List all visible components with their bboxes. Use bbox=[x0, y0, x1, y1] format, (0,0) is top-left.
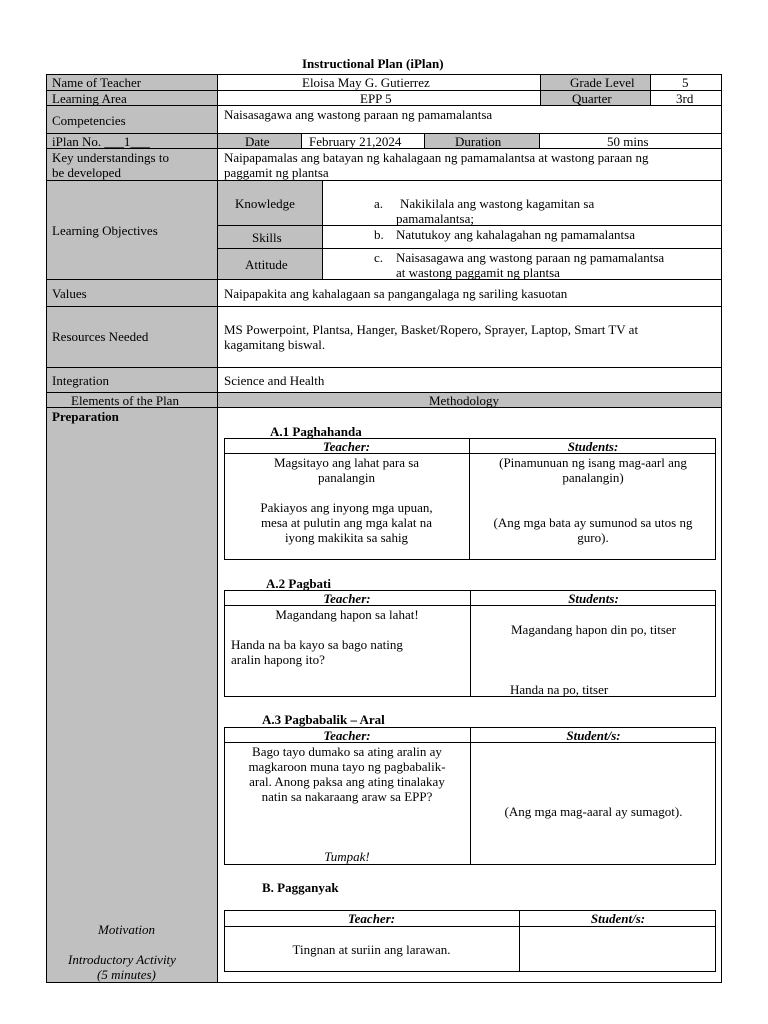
knowledge-letter: a. bbox=[374, 196, 384, 211]
grade-level-value: 5 bbox=[682, 75, 689, 90]
quarter-value: 3rd bbox=[676, 91, 694, 106]
learning-area-value: EPP 5 bbox=[360, 91, 392, 106]
resources-text-2: kagamitang biswal. bbox=[224, 337, 326, 352]
iplan-number-label: iPlan No. ___1___ bbox=[52, 134, 150, 149]
a2-heading: A.2 Pagbati bbox=[266, 576, 331, 591]
key-understandings-value-1: Naipapamalas ang batayan ng kahalagaan ng pamamalantsa at wastong paraan ng bbox=[224, 150, 649, 165]
skills-text: Natutukoy ang kahalagahan ng pamamalantsa bbox=[396, 227, 635, 242]
a3-teacher-line-1: Bago tayo dumako sa ating aralin ay bbox=[252, 744, 442, 759]
methodology-header: Methodology bbox=[429, 393, 500, 408]
key-understandings-label-1: Key understandings to bbox=[52, 150, 169, 165]
values-label: Values bbox=[52, 286, 87, 301]
b-teacher-header: Teacher: bbox=[347, 911, 396, 926]
attitude-label: Attitude bbox=[245, 257, 288, 272]
knowledge-label: Knowledge bbox=[235, 196, 295, 211]
a1-students-line-2: panalangin) bbox=[562, 470, 624, 485]
skills-letter: b. bbox=[374, 227, 384, 242]
introductory-activity-label: Introductory Activity bbox=[68, 952, 176, 967]
b-students-header: Student/s: bbox=[590, 911, 646, 926]
preparation-label: Preparation bbox=[52, 409, 119, 424]
competencies-label: Competencies bbox=[52, 113, 126, 128]
name-of-teacher-label: Name of Teacher bbox=[52, 75, 142, 90]
integration-text: Science and Health bbox=[224, 373, 325, 388]
page-title: Instructional Plan (iPlan) bbox=[302, 56, 444, 71]
a1-students-line-4: guro). bbox=[577, 530, 609, 545]
competencies-value: Naisasagawa ang wastong paraan ng pamamalantsa bbox=[224, 107, 493, 122]
date-value: February 21,2024 bbox=[309, 134, 402, 149]
skills-label: Skills bbox=[252, 230, 282, 245]
learning-objectives-label: Learning Objectives bbox=[52, 223, 158, 238]
knowledge-text-1: Nakikilala ang wastong kagamitan sa bbox=[400, 196, 595, 211]
a2-teacher-line-2: Handa na ba kayo sa bago nating bbox=[231, 637, 403, 652]
a3-teacher-line-4: natin sa nakaraang araw sa EPP? bbox=[261, 789, 433, 804]
date-label: Date bbox=[245, 134, 270, 149]
a2-teacher-line-3: aralin hapong ito? bbox=[231, 652, 325, 667]
a3-teacher-header: Teacher: bbox=[323, 728, 371, 743]
a2-students-line-2: Handa na po, titser bbox=[510, 682, 609, 697]
a1-teacher-line-2: panalangin bbox=[317, 470, 376, 485]
introductory-activity-duration: (5 minutes) bbox=[97, 967, 156, 982]
duration-label: Duration bbox=[455, 134, 502, 149]
a3-students-line-1: (Ang mga mag-aaral ay sumagot). bbox=[504, 804, 683, 819]
a1-teacher-line-3: Pakiayos ang inyong mga upuan, bbox=[260, 500, 433, 515]
a3-teacher-line-5: Tumpak! bbox=[324, 849, 370, 864]
a1-teacher-header: Teacher: bbox=[322, 439, 371, 454]
a2-students-line-1: Magandang hapon din po, titser bbox=[511, 622, 676, 637]
duration-value: 50 mins bbox=[607, 134, 649, 149]
a1-teacher-line-1: Magsitayo ang lahat para sa bbox=[273, 455, 420, 470]
attitude-text-2: at wastong paggamit ng plantsa bbox=[396, 265, 560, 280]
key-understandings-label-2: be developed bbox=[52, 165, 121, 180]
key-understandings-value-2: paggamit ng plantsa bbox=[224, 165, 329, 180]
b-heading: B. Pagganyak bbox=[262, 880, 339, 895]
attitude-letter: c. bbox=[374, 250, 384, 265]
a1-students-line-1: (Pinamunuan ng isang mag-aarl ang bbox=[499, 455, 687, 470]
attitude-text-1: Naisasagawa ang wastong paraan ng pamamalantsa bbox=[396, 250, 665, 265]
learning-area-label: Learning Area bbox=[52, 91, 127, 106]
a3-heading: A.3 Pagbabalik – Aral bbox=[262, 712, 385, 727]
quarter-label: Quarter bbox=[572, 91, 612, 106]
a1-students-line-3: (Ang mga bata ay sumunod sa utos ng bbox=[493, 515, 693, 530]
a1-teacher-line-5: iyong makikita sa sahig bbox=[284, 530, 409, 545]
resources-text-1: MS Powerpoint, Plantsa, Hanger, Basket/Ropero, Sprayer, Laptop, Smart TV at bbox=[224, 322, 639, 337]
a2-students-header: Students: bbox=[568, 591, 619, 606]
elements-of-plan-header: Elements of the Plan bbox=[71, 393, 179, 408]
integration-label: Integration bbox=[52, 373, 110, 388]
a1-teacher-line-4: mesa at pulutin ang mga kalat na bbox=[260, 515, 433, 530]
a3-teacher-line-3: aral. Anong paksa ang ating tinalakay bbox=[249, 774, 445, 789]
teacher-name: Eloisa May G. Gutierrez bbox=[302, 75, 430, 90]
a1-students-header: Students: bbox=[567, 439, 619, 454]
values-text: Naipapakita ang kahalagaan sa pangangalaga ng sariling kasuotan bbox=[224, 286, 568, 301]
knowledge-text-2: pamamalantsa; bbox=[396, 211, 474, 226]
a3-students-header: Student/s: bbox=[566, 728, 621, 743]
a3-teacher-line-2: magkaroon muna tayo ng pagbabalik- bbox=[248, 759, 446, 774]
a2-teacher-line-1: Magandang hapon sa lahat! bbox=[275, 607, 419, 622]
a1-heading: A.1 Paghahanda bbox=[270, 424, 362, 439]
a2-teacher-header: Teacher: bbox=[323, 591, 371, 606]
grade-level-label: Grade Level bbox=[570, 75, 635, 90]
motivation-label: Motivation bbox=[98, 922, 156, 937]
resources-label: Resources Needed bbox=[52, 329, 149, 344]
left-column-fill bbox=[47, 408, 217, 982]
b-teacher-line-1: Tingnan at suriin ang larawan. bbox=[292, 942, 451, 957]
